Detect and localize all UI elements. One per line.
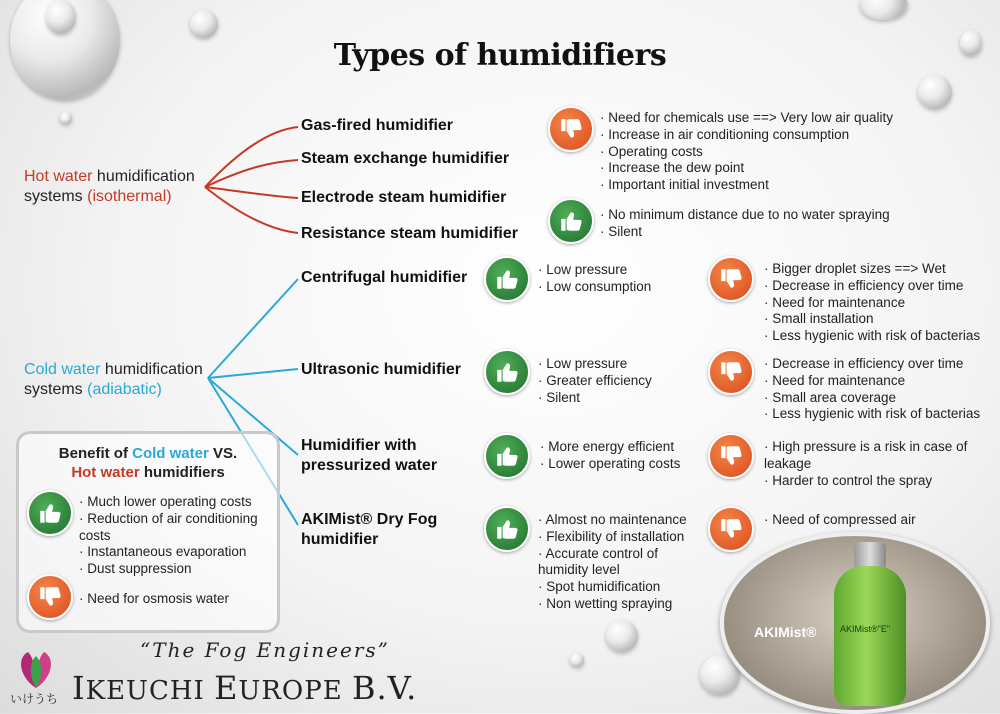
thumbs-up-icon xyxy=(484,506,530,552)
thumbs-up-icon xyxy=(27,490,73,536)
centrifugal-pros-list xyxy=(538,262,651,296)
thumbs-up-icon xyxy=(548,198,594,244)
pressurized-pro-item: · Lower operating costs xyxy=(540,455,681,471)
benefit-title-hot: Hot water xyxy=(71,464,140,481)
logo-text: いけうち xyxy=(10,692,59,706)
product-label: AKIMist® xyxy=(754,624,817,640)
benefit-title-cold: Cold water xyxy=(132,445,209,462)
hot-con-item: · Increase in air conditioning consumption xyxy=(600,126,850,142)
company-initial-i: I xyxy=(72,669,86,707)
benefit-box xyxy=(16,431,280,633)
benefit-title xyxy=(19,444,277,482)
company-part-keuchi: KEUCHI xyxy=(85,676,215,706)
centrifugal-pro-item: · Low pressure xyxy=(538,262,628,277)
akimist-pro-item: humidity level xyxy=(538,562,620,578)
centrifugal-con-item: · Less hygienic with risk of bacterias xyxy=(764,328,981,344)
akimist-pro-item: · Accurate control of xyxy=(538,545,659,561)
thumbs-up-icon xyxy=(484,349,530,395)
method-akimist-dry-fog xyxy=(301,510,437,550)
method-ultrasonic: Ultrasonic humidifier xyxy=(301,361,462,378)
centrifugal-con-item: · Need for maintenance xyxy=(764,294,906,310)
pressurized-con-item: · High pressure is a risk in case of xyxy=(764,439,968,454)
benefit-title-prefix: Benefit of xyxy=(58,445,133,462)
ultrasonic-pro-item: · Silent xyxy=(538,389,581,405)
akimist-con-item: · Need of compressed air xyxy=(764,512,916,527)
akimist-product-photo xyxy=(720,532,990,714)
benefit-pro-item: · Reduction of air conditioning xyxy=(79,510,258,526)
hot-systems-label: systems xyxy=(24,188,88,205)
method-resistance-steam: Resistance steam humidifier xyxy=(301,225,518,242)
akimist-pro-item: · Flexibility of installation xyxy=(538,528,685,544)
benefit-pro-item: costs xyxy=(79,527,111,543)
adiabatic-label: (adiabatic) xyxy=(87,381,162,398)
thumbs-down-icon xyxy=(548,106,594,152)
hot-con-item: · Important initial investment xyxy=(600,177,769,193)
ultrasonic-con-item: · Small area coverage xyxy=(764,389,897,405)
benefit-pro-item: · Instantaneous evaporation xyxy=(79,544,247,560)
hot-connector-electrode xyxy=(205,187,298,198)
company-initial-e: E xyxy=(214,669,239,707)
ultrasonic-con-item: · Decrease in efficiency over time xyxy=(764,356,964,371)
akimist-pros-list xyxy=(538,512,687,613)
hot-water-label: Hot water xyxy=(24,168,93,185)
thumbs-down-icon xyxy=(708,433,754,479)
isothermal-label: (isothermal) xyxy=(87,188,172,205)
thumbs-down-icon xyxy=(27,574,73,620)
ultrasonic-pros-list xyxy=(538,356,652,406)
hot-con-item: · Operating costs xyxy=(600,143,703,159)
method-pressurized-water xyxy=(301,436,437,476)
benefit-title-vs: VS. xyxy=(208,445,238,462)
ultrasonic-con-item: · Less hygienic with risk of bacterias xyxy=(764,406,981,422)
ultrasonic-pro-item: · Greater efficiency xyxy=(538,372,652,388)
akimist-pro-item: · Non wetting spraying xyxy=(538,595,673,611)
akimist-name-line2: humidifier xyxy=(301,531,379,548)
ultrasonic-pro-item: · Low pressure xyxy=(538,356,628,371)
company-bv: B.V. xyxy=(351,669,418,707)
pressurized-cons-list xyxy=(764,439,967,489)
benefit-con-item: · Need for osmosis water xyxy=(79,591,230,606)
page-title: Types of humidifiers xyxy=(333,38,667,73)
company-name xyxy=(72,669,417,707)
hot-pros-list xyxy=(600,207,890,241)
ultrasonic-cons-list xyxy=(764,356,980,423)
pressurized-name-line1: Humidifier with xyxy=(301,437,417,454)
cold-humidification-label: humidification xyxy=(100,361,203,378)
bottle-label: AKIMist®"E" xyxy=(840,624,891,634)
cold-water-category xyxy=(24,360,203,400)
cold-connector-ultrasonic xyxy=(208,369,298,378)
akimist-pro-item: · Almost no maintenance xyxy=(538,512,687,527)
thumbs-up-icon xyxy=(484,256,530,302)
centrifugal-cons-list xyxy=(764,261,980,345)
akimist-cons-list xyxy=(764,512,916,529)
thumbs-down-icon xyxy=(708,256,754,302)
bottle-shape xyxy=(834,566,906,706)
centrifugal-con-item: · Bigger droplet sizes ==> Wet xyxy=(764,261,946,276)
method-steam-exchange: Steam exchange humidifier xyxy=(301,150,510,167)
akimist-pro-item: · Spot humidification xyxy=(538,579,661,595)
hot-humidification-label: humidification xyxy=(92,168,195,185)
pressurized-pro-item: · More energy efficient xyxy=(540,439,675,454)
centrifugal-con-item: · Decrease in efficiency over time xyxy=(764,277,964,293)
hot-con-item: · Need for chemicals use ==> Very low air quality xyxy=(600,110,894,125)
hot-connector-gas xyxy=(205,127,298,187)
thumbs-down-icon xyxy=(708,349,754,395)
method-centrifugal: Centrifugal humidifier xyxy=(301,269,468,286)
hot-water-category xyxy=(24,167,195,207)
hot-pro-item: · Silent xyxy=(600,223,643,239)
hot-con-item: · Increase the dew point xyxy=(600,160,745,176)
benefit-pro-item: · Dust suppression xyxy=(79,561,192,577)
pressurized-name-line2: pressurized water xyxy=(301,457,438,474)
method-gas-fired: Gas-fired humidifier xyxy=(301,117,454,134)
thumbs-down-icon xyxy=(708,506,754,552)
pressurized-con-item: leakage xyxy=(764,455,812,471)
centrifugal-con-item: · Small installation xyxy=(764,311,874,327)
centrifugal-pro-item: · Low consumption xyxy=(538,278,652,294)
method-electrode-steam: Electrode steam humidifier xyxy=(301,189,507,206)
cold-connector-centrifugal xyxy=(208,279,298,378)
benefit-title-end: humidifiers xyxy=(139,464,225,481)
hot-cons-list xyxy=(600,110,893,194)
cold-systems-label: systems xyxy=(24,381,88,398)
thumbs-up-icon xyxy=(484,433,530,479)
akimist-name-line1: AKIMist® Dry Fog xyxy=(301,511,438,528)
benefit-pros-list xyxy=(79,494,258,578)
tagline: “The Fog Engineers” xyxy=(140,638,390,662)
hot-pro-item: · No minimum distance due to no water spraying xyxy=(600,207,890,222)
pressurized-con-item: · Harder to control the spray xyxy=(764,472,933,488)
ultrasonic-con-item: · Need for maintenance xyxy=(764,372,906,388)
company-part-urope: UROPE xyxy=(238,676,352,706)
cold-water-label: Cold water xyxy=(24,361,101,378)
pressurized-pros-list xyxy=(540,439,680,473)
benefit-cons-list xyxy=(79,591,229,608)
benefit-pro-item: · Much lower operating costs xyxy=(79,494,252,509)
